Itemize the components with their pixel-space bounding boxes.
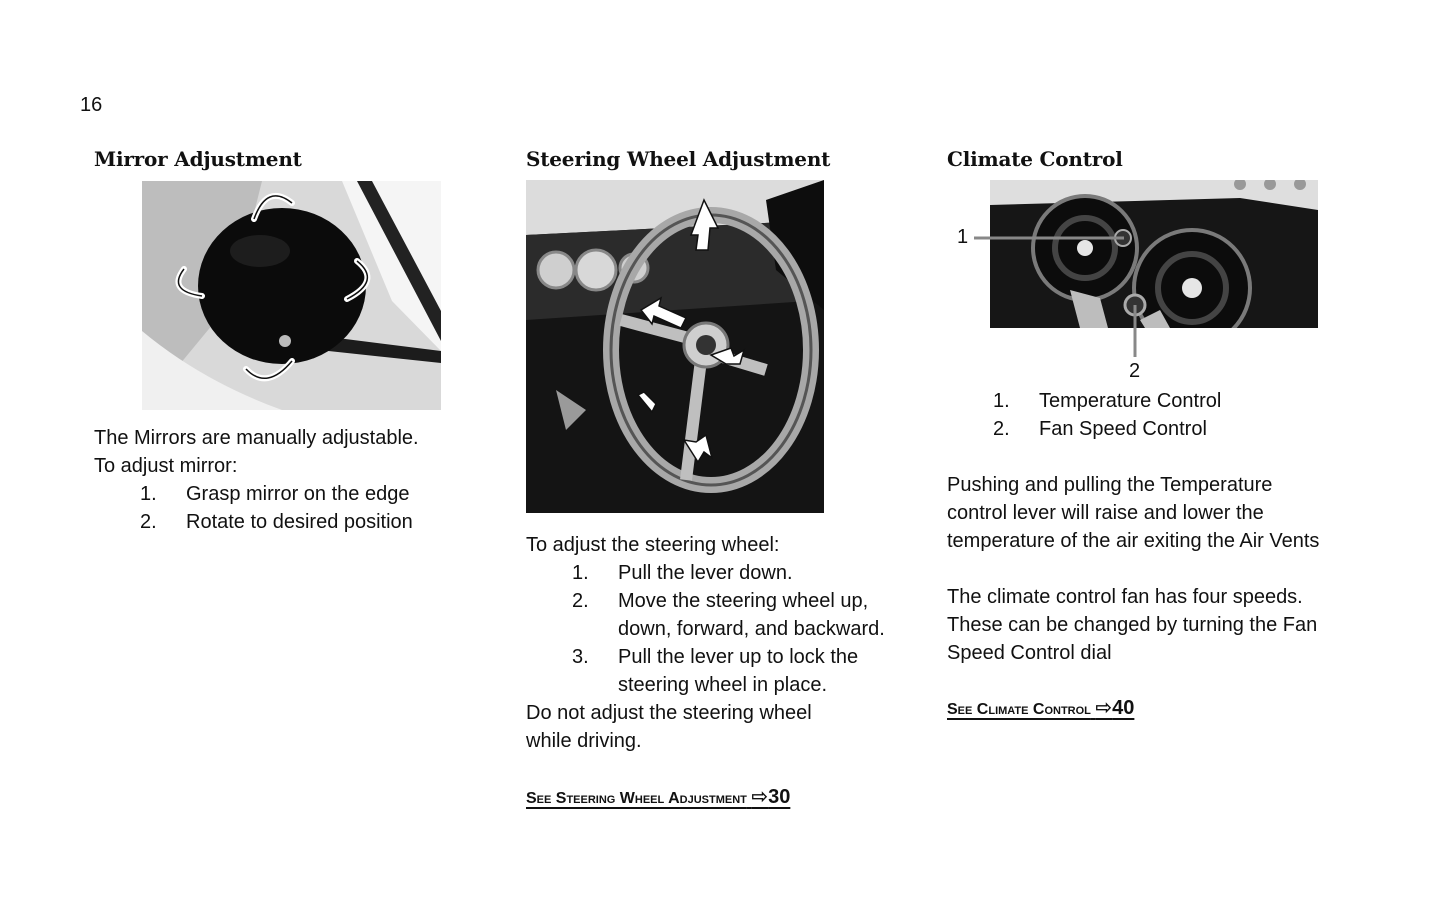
steering-intro: To adjust the steering wheel: [526,534,780,556]
steering-steps-list [572,559,885,699]
callout-2: 2 [1129,360,1141,382]
mirror-intro-line1: The Mirrors are manually adjustable. [94,427,419,449]
mirror-intro-line2: To adjust mirror: [94,455,238,477]
climate-para1-line1: Pushing and pulling the Temperature [947,474,1273,496]
list-item: 1. Temperature Control [993,390,1222,412]
climate-heading: Climate Control [947,147,1123,171]
list-item: 1. Grasp mirror on the edge [140,483,410,505]
steering-warning-line1: Do not adjust the steering wheel [526,702,812,724]
mirror-steps-list [140,480,413,536]
list-item: 2. Fan Speed Control [993,418,1207,440]
arrow-right-icon: ⇨ [751,786,769,808]
list-item: 3. Pull the lever up to lock the steering wheel in place. [572,646,859,696]
climate-xref-link[interactable]: See Climate Control ⇨40 [947,697,1135,719]
climate-para2-line1: The climate control fan has four speeds. [947,586,1303,608]
mirror-heading: Mirror Adjustment [94,147,302,171]
steering-heading: Steering Wheel Adjustment [526,147,831,171]
steering-xref-link[interactable]: See Steering Wheel Adjustment ⇨30 [526,786,791,808]
steering-warning-line2: while driving. [526,730,642,752]
list-item: 2. Rotate to desired position [140,511,413,533]
climate-para2-line3: Speed Control dial [947,642,1112,664]
climate-items-list [993,387,1221,443]
list-item: 1. Pull the lever down. [572,562,793,584]
callout-1: 1 [957,226,969,248]
climate-para1-line3: temperature of the air exiting the Air Vents [947,530,1320,552]
callout-lines [972,180,1172,360]
climate-para2-line2: These can be changed by turning the Fan [947,614,1318,636]
arrow-right-icon: ⇨ [1095,697,1113,719]
page-number: 16 [80,94,103,116]
mirror-photo [142,181,441,410]
climate-para1-line2: control lever will raise and lower the [947,502,1264,524]
steering-photo [526,180,824,513]
list-item: 2. Move the steering wheel up, down, forward, and backward. [572,590,885,640]
